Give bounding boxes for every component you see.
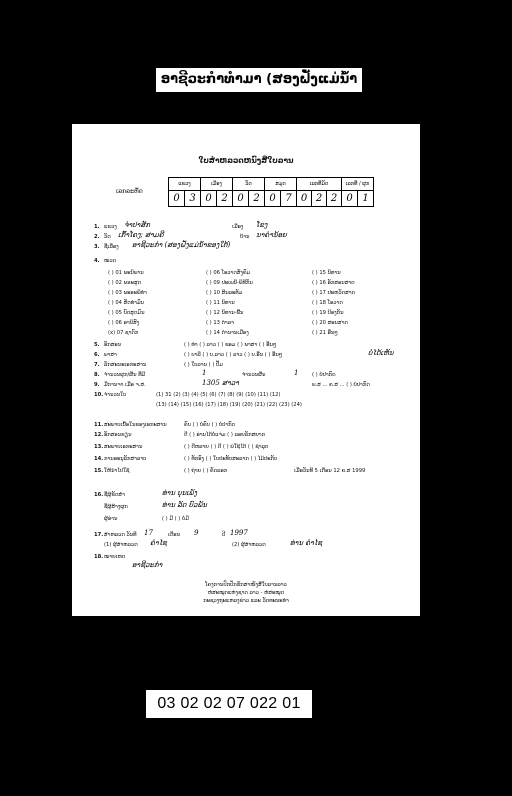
survey-month-label: ເດືອນ (168, 532, 181, 538)
category-option[interactable]: ( ) 06 ໂອວາດສັງຄົມ (206, 270, 251, 276)
category-option[interactable]: ( ) 16 ອັກສອນສາດ (312, 280, 355, 286)
footer-line: ຫໍສະໝຸດແຫ່ງຊາດ ລາວ - ຫໍສະໝຸດ (207, 590, 285, 596)
section-handwritten-value: ບໍ່ໄດ້ເຫັນ (368, 349, 394, 357)
section-tail: ( ) ບໍ່ປາກົດ (312, 372, 336, 378)
row-number: 11. (94, 422, 104, 428)
copyist-label: ຊື່ຜູ້ຂັດສຳ (104, 492, 125, 498)
surveyor1-value: ຄໍາໄຊ (150, 539, 167, 547)
row-number: 7. (94, 362, 100, 368)
province-label: ແຂວງ (104, 224, 117, 230)
copyist-value: ທ່ານ ບຸນເພັງ (162, 489, 197, 497)
section-label: ພາສາ (104, 352, 117, 358)
row-number: 5. (94, 342, 100, 348)
category-option[interactable]: ( ) 19 ປ້ອງກັນ (312, 310, 344, 316)
code-digit: 2 (312, 191, 327, 207)
section-options[interactable]: ( ) ທັກອົງ ( ) ໃບປະທັບສະລາກ ( ) ໄມ້ປະກັບ (184, 456, 278, 462)
category-option[interactable]: ( ) 20 ສອນສາດ (312, 320, 348, 326)
category-option[interactable]: ( ) 13 ຕໍາລາ (206, 320, 234, 326)
code-digit: 2 (249, 191, 265, 207)
temple-value: ເກົ້າໂຄງ; ສາມຄີ (118, 231, 164, 239)
survey-month: 9 (194, 529, 199, 537)
section-handwritten-value: 1 (202, 369, 207, 377)
section-options[interactable]: ( ) ໃບລານ ( ) ປັ້ມ (184, 362, 223, 368)
row-number: 17. (94, 532, 104, 538)
reader-options: ( ) ມີ ( ) ບໍ່ມີ (162, 516, 189, 522)
code-col-book: ສມຸດ (265, 178, 297, 191)
section-options[interactable]: ( ) ບາລີ ( ) ບ.ລາວ ( ) ລາວ ( ) ບ.ອື່ນ ( ) ອື່ນໆ (184, 352, 283, 358)
row-number: 10. (94, 392, 104, 398)
row-number: 9. (94, 382, 100, 388)
code-digit: 3 (185, 191, 201, 207)
section-label: ໃຫ້ນໍາໄປໃຊ້ (104, 468, 130, 474)
code-digit: 7 (281, 191, 297, 207)
code-digit: 2 (217, 191, 233, 207)
reader-label: ຜູ້ອ່ານ (104, 516, 118, 522)
section-label: ສະພາບເນື້ອໃນຂອງເອກະສານ (104, 422, 167, 428)
code-col-bundle: ເລກທີ່ມັດ (297, 178, 342, 191)
survey-year-label: ປີ (222, 532, 226, 538)
manuscript-code-label: 03 02 02 07 022 01 (146, 690, 312, 718)
row-number: 18. (94, 554, 104, 560)
survey-day: 17 (144, 529, 153, 537)
category-option[interactable]: ( ) 11 ນິທານ (206, 300, 235, 306)
leaf-count-row: (1) 31 (2) (3) (4) (5) (6) (7) (8) (9) (10) (11) (12) (156, 392, 281, 398)
surveyor2-label: (2) ຜູ້ສໍາຫລວດ (232, 542, 266, 548)
section-handwritten-value: 1305 ສາວາ (202, 379, 239, 387)
note-value: ອາຊີວະກໍາ (132, 561, 163, 569)
code-digit: 0 (201, 191, 217, 207)
category-option[interactable]: ( ) 06 ອານິສົງ (108, 320, 140, 326)
leaf-count-row-2: (13) (14) (15) (16) (17) (18) (19) (20) (21) (22) (23) (24) (156, 402, 302, 408)
section-tail: ເມື່ອວັນທີ 5 ເດືອນ 12 ຄ.ສ 1999 (294, 468, 366, 474)
code-label: ເລກລະຫັດ (116, 188, 143, 195)
section-tail: ພ.ສ ... ຄ.ສ ... ( ) ບໍ່ປາກົດ (312, 382, 370, 388)
sponsor-value: ທ່ານ ລັດ ບົວພັນ (162, 501, 207, 509)
section-label: ສະພາບເອກະສານ (104, 444, 143, 450)
document-title-label: ອາຊີວະກໍາທໍາມາ (ສອງຝັ່ງແມ່ນ້ໍາຂອງໃຕ້) (156, 68, 362, 92)
footer-line: ກະຊວງຖະແຫລງຂ່າວ ແລະ ວັດທະນະທໍາ (203, 598, 289, 604)
temple-label: ວັດ (104, 234, 111, 240)
title-label: ຊື່ເລື່ອງ (104, 244, 119, 250)
survey-form-sheet (72, 124, 420, 616)
code-table (168, 177, 374, 207)
survey-date-label: ສໍາຫລວດ ວັນທີ (104, 532, 137, 538)
category-option[interactable]: ( ) 05 ບົດສູດມົນ (108, 310, 145, 316)
row-number: 4. (94, 258, 100, 264)
section-options[interactable]: ( ) ຖ່າຍ ( ) ຄັດລອກ (184, 468, 228, 474)
category-option[interactable]: ( ) 17 ປະຫວັດສາດ (312, 290, 356, 296)
sponsor-label: ຊື່ຜູ້ສ້າງຜູກ (104, 504, 128, 510)
code-col-temple: ວັດ (233, 178, 265, 191)
category-option[interactable]: ( ) 14 ຕໍານານເມືອງ (206, 330, 249, 336)
section-label: ມືການຈາ ເມື່ອ ຈ.ສ. (104, 382, 146, 388)
category-option[interactable]: ( ) 12 ນິທານ-ພື້ນ (206, 310, 244, 316)
category-option[interactable]: ( ) 04 ສັດທໍາມົນ (108, 300, 144, 306)
code-col-fascicle: ເລກທີ່ / ຜູກ (342, 178, 374, 191)
code-col-province: ແຂວງ (169, 178, 201, 191)
section-label: ຈໍານວນຜູກ/ຜືນ ທີ່ມີ (104, 372, 146, 378)
section-options[interactable]: ຄົບ ( ) ບໍ່ຄົບ ( ) ບໍ່ປາກົດ (184, 422, 236, 428)
survey-year: 1997 (230, 529, 248, 537)
district-label: ເມືອງ (232, 224, 244, 230)
category-option[interactable]: ( ) 18 ໂອວາດ (312, 300, 343, 306)
category-option[interactable]: (x) 07 ຊາດົກ (108, 330, 139, 336)
category-option[interactable]: ( ) 02 ພຣະສູດ (108, 280, 142, 286)
category-option[interactable]: ( ) 10 ສິນລະທັມ (206, 290, 243, 296)
section-label: ລັກສະນະເອກະສານ (104, 362, 147, 368)
category-option[interactable]: ( ) 01 ພະນິພານ (108, 270, 144, 276)
row-number: 15. (94, 468, 104, 474)
row-number: 14. (94, 456, 104, 462)
surveyor1-label: (1) ຜູ້ສໍາຫລວດ (104, 542, 138, 548)
row-number: 12. (94, 432, 104, 438)
category-label: ໝວດ (104, 258, 117, 264)
section-label: ອັກສອນ (104, 342, 122, 348)
section-label: ການອະນຸລັກສາລາບ (104, 456, 147, 462)
village-value: ນາຄໍານ້ອຍ (256, 231, 287, 239)
manuscript-title-value: ອາຊີວະກໍາ (ສອງຝັ່ງແມ່ນ້ໍາຂອງໃຕ້) (132, 241, 231, 249)
code-digit: 1 (358, 191, 374, 207)
code-digit: 0 (233, 191, 249, 207)
code-digit: 0 (169, 191, 185, 207)
section-options[interactable]: ( ) ທໍາ ( ) ລາວ ( ) ຂອມ ( ) ພາສາ ( ) ອື່ນໆ (184, 342, 277, 348)
section-options[interactable]: ( ) ດີຫລາຍ ( ) ດີ ( ) ພໍໃຊ້ໄດ້ ( ) ຊໍາລຸດ (184, 444, 269, 450)
form-title: ໃບສໍາຫລວດຫນົງສືໃບລານ (198, 156, 294, 165)
district-value: ໂຂງ (256, 221, 268, 229)
section-label: ຈໍານວນໃບ (104, 392, 127, 398)
row-number: 3. (94, 244, 100, 250)
code-digit: 0 (265, 191, 281, 207)
province-value: ຈໍາປາສັກ (124, 221, 150, 229)
code-digit: 0 (297, 191, 312, 207)
section-handwritten-value-2: 1 (294, 369, 299, 377)
row-number: 8. (94, 372, 100, 378)
category-option[interactable]: ( ) 15 ນິທານ (312, 270, 341, 276)
section-label-2: ຈໍານວນຜືນ (242, 372, 266, 378)
category-option[interactable]: ( ) 03 ພະອະພິທໍາ (108, 290, 147, 296)
row-number: 1. (94, 224, 100, 230)
section-label: ອັກສອນຂຽນ (104, 432, 132, 438)
row-number: 16. (94, 492, 104, 498)
code-digit: 2 (327, 191, 342, 207)
footer-line: ໂຄງການປົກປັກຮັກສາໜັງສືໃບລານລາວ (205, 582, 287, 588)
surveyor2-value: ທ່ານ ຄໍາໄຊ (290, 539, 323, 547)
code-col-district: ເມືອງ (201, 178, 233, 191)
category-option[interactable]: ( ) 21 ອື່ນໆ (312, 330, 338, 336)
row-number: 13. (94, 444, 104, 450)
village-label: ບ້ານ (240, 234, 250, 240)
row-number: 6. (94, 352, 100, 358)
section-options[interactable]: ດີ ( ) ອ່ານໄດ້ບໍ່ແຈ່ມ ( ) ລອຍລັກສຍາກ (184, 432, 266, 438)
row-number: 2. (94, 234, 100, 240)
code-digit: 0 (342, 191, 358, 207)
category-option[interactable]: ( ) 09 ປະເພນີ-ພິທີກັນ (206, 280, 253, 286)
note-label: ໝາຍເຫດ (104, 554, 126, 560)
